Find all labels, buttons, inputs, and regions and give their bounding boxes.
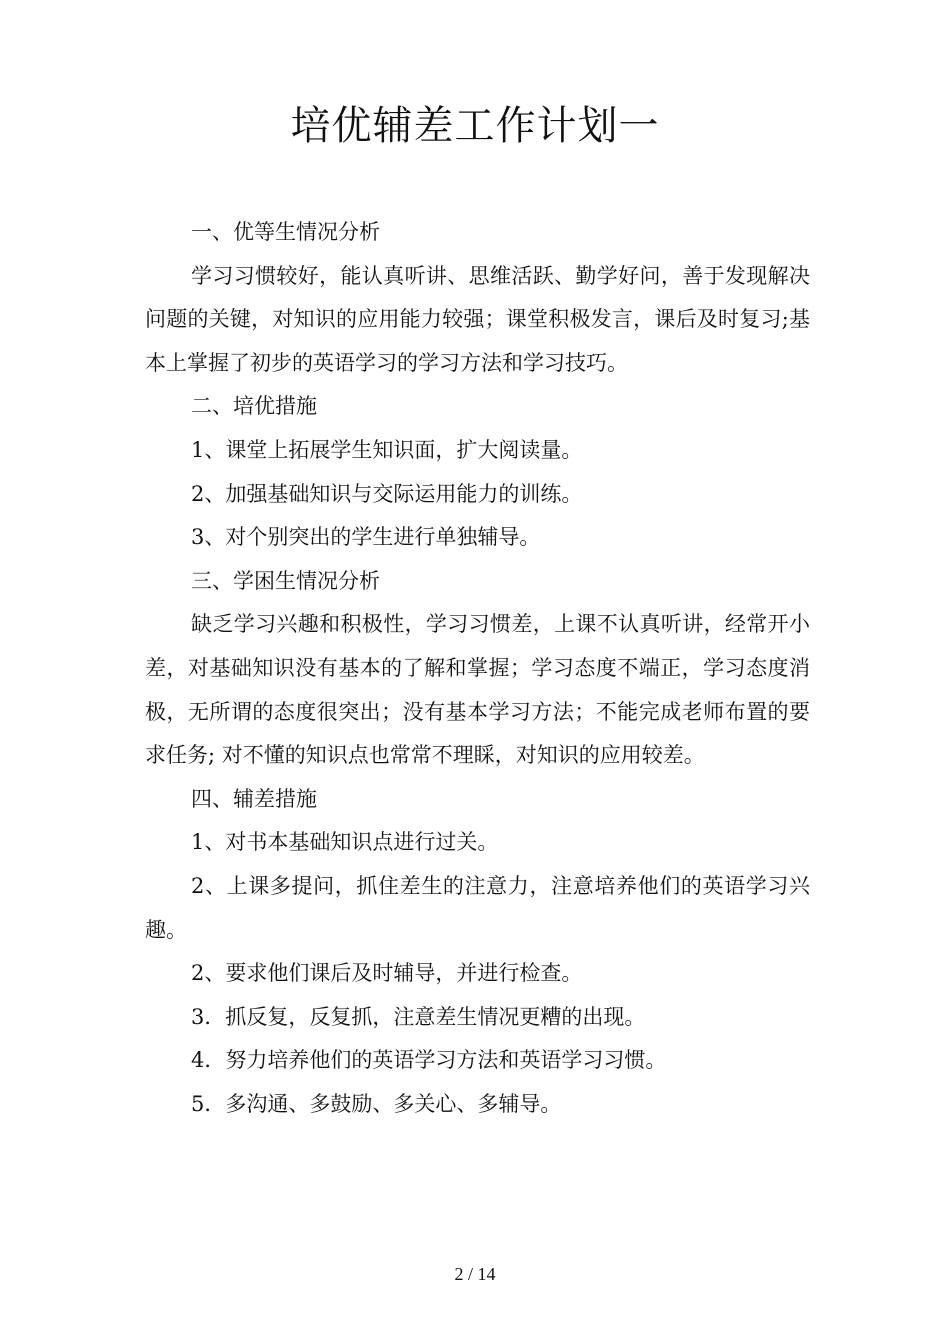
paragraph: 缺乏学习兴趣和积极性，学习习惯差，上课不认真听讲，经常开小差，对基础知识没有基本的了解和掌握；学习态度不端正，学习态度消极，无所谓的态度很突出；没有基本学习方法；不能完成老师布置的要求任务; 对不懂的知识点也常常不理睬，对知识的应用较差。 [145,612,810,768]
list-item: 2、要求他们课后及时辅导，并进行检查。 [191,961,583,986]
section-heading: 一、优等生情况分析 [191,220,380,244]
list-item: 2、加强基础知识与交际运用能力的训练。 [191,481,583,506]
section-heading: 二、培优措施 [191,394,317,419]
list-item: 1、对书本基础知识点进行过关。 [191,830,499,855]
document-title: 培优辅差工作计划一 [290,103,660,149]
list-item: 3．抓反复，反复抓，注意差生情况更糟的出现。 [191,1004,646,1029]
section-heading: 三、学困生情况分析 [191,568,380,593]
list-item: 1、课堂上拓展学生知识面，扩大阅读量。 [191,437,583,462]
list-item: 5．多沟通、多鼓励、多关心、多辅导。 [191,1091,562,1116]
paragraph: 学习习惯较好，能认真听讲、思维活跃、勤学好问，善于发现解决问题的关键，对知识的应用能力较强；课堂积极发言，课后及时复习;基本上掌握了初步的英语学习的学习方法和学习技巧。 [145,263,810,375]
document-body [145,211,810,1126]
list-item: 4．努力培养他们的英语学习方法和英语学习习惯。 [191,1048,667,1073]
section-heading: 四、辅差措施 [191,786,317,811]
list-item: 3、对个别突出的学生进行单独辅导。 [191,525,541,550]
list-item: 2、上课多提问，抓住差生的注意力，注意培养他们的英语学习兴趣。 [145,873,810,942]
page-number: 2 / 14 [454,1264,496,1284]
